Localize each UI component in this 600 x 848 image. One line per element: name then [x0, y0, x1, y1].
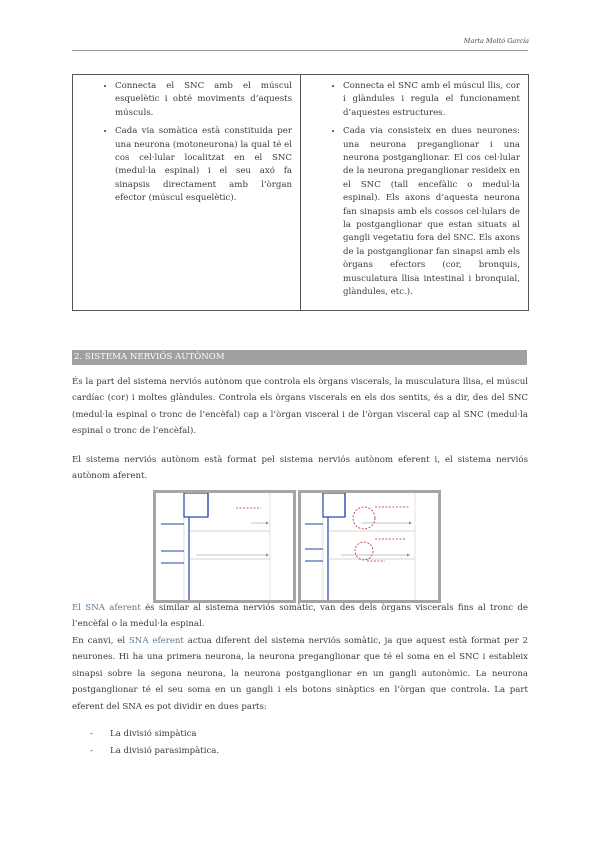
header-author: Marta Moltó García	[463, 37, 529, 45]
term-efferent: SNA eferent	[128, 636, 184, 646]
list-item: - La divisió parasimpàtica.	[90, 743, 219, 760]
autonomic-column	[301, 75, 529, 311]
section-heading: 2. SISTEMA NERVIÓS AUTÒNOM	[72, 350, 527, 365]
list-item: • Connecta el SNC amb el múscul esquelètic i obté moviments d’aquests músculs.	[115, 79, 292, 120]
diagram-autonomic-pathway	[298, 490, 441, 603]
comparison-table	[72, 74, 529, 311]
paragraph-intro: És la part del sistema nerviós autònom que controla els òrgans viscerals, la musculatura llisa, el múscul cardíac (cor) i moltes glàndules. Controla els òrgans viscerals en els dos sentits, és a dir, des del SNC (medul·la espinal o tronc de l’encèfal) cap a l’òrgan visceral i de l’òrgan visceral cap al SNC (medul·la espinal o tronc de l’encèfal).	[72, 377, 528, 437]
list-item: • Cada via somàtica està constituida per una neurona (motoneurona) la qual té el cos cel·lular localitzat en el SNC (medul·la espinal) i el seu axó fa sinapsis directament amb l’òrgan efector (múscul esquelètic).	[115, 124, 292, 205]
paragraph-composition: El sistema nerviós autònom està format pel sistema nerviós autònom eferent i, el sistema nerviós autònom aferent.	[72, 455, 528, 482]
list-item: • Cada via consisteix en dues neurones: una neurona preganglionar i una neurona postganglionar. El cos cel·lular de la neurona preganglionar resideix en el SNC (tall encefàlic o medul·la espinal). Els axons d’aquesta neurona fan sinapsis amb els cossos cel·lulars de la postganglionar que estan situats al gangli vegetatiu fora del SNC. Els axons de la postganglionar fan sinapsi amb els òrgans efectors (cor, bronquis, musculatura llisa intestinal i bronquial, glàndules, etc.).	[343, 124, 520, 299]
diagram-somatic-pathway	[153, 490, 296, 603]
somatic-column	[73, 75, 301, 311]
paragraph-efferent: En canvi, el SNA eferent actua diferent del sistema nerviós somàtic, ja que aquest està format per 2 neurones. Hi ha una primera neurona, la neurona preganglionar que té el soma en el SNC i estableix sinapsi sobre la segona neurona, la neurona postganglionar en un gangli autonòmic. La neurona postganglionar té el seu soma en un gangli i els botons sinàptics en l’òrgan que controla. La part eferent del SNA es pot dividir en dues parts:	[72, 636, 528, 712]
list-item: • Connecta el SNC amb el múscul llis, cor i glàndules i regula el funcionament d’aquestes estructures.	[343, 79, 520, 120]
table-row	[73, 75, 529, 311]
divisions-list	[90, 726, 219, 760]
header-divider	[72, 50, 528, 51]
list-item: - La divisió simpàtica	[90, 726, 219, 743]
term-afferent: El SNA aferent	[72, 603, 141, 613]
paragraph-afferent: El SNA aferent és similar al sistema nerviós somàtic, van des dels òrgans viscerals fins al tronc de l’encèfal o la medul·la espinal.	[72, 603, 528, 630]
